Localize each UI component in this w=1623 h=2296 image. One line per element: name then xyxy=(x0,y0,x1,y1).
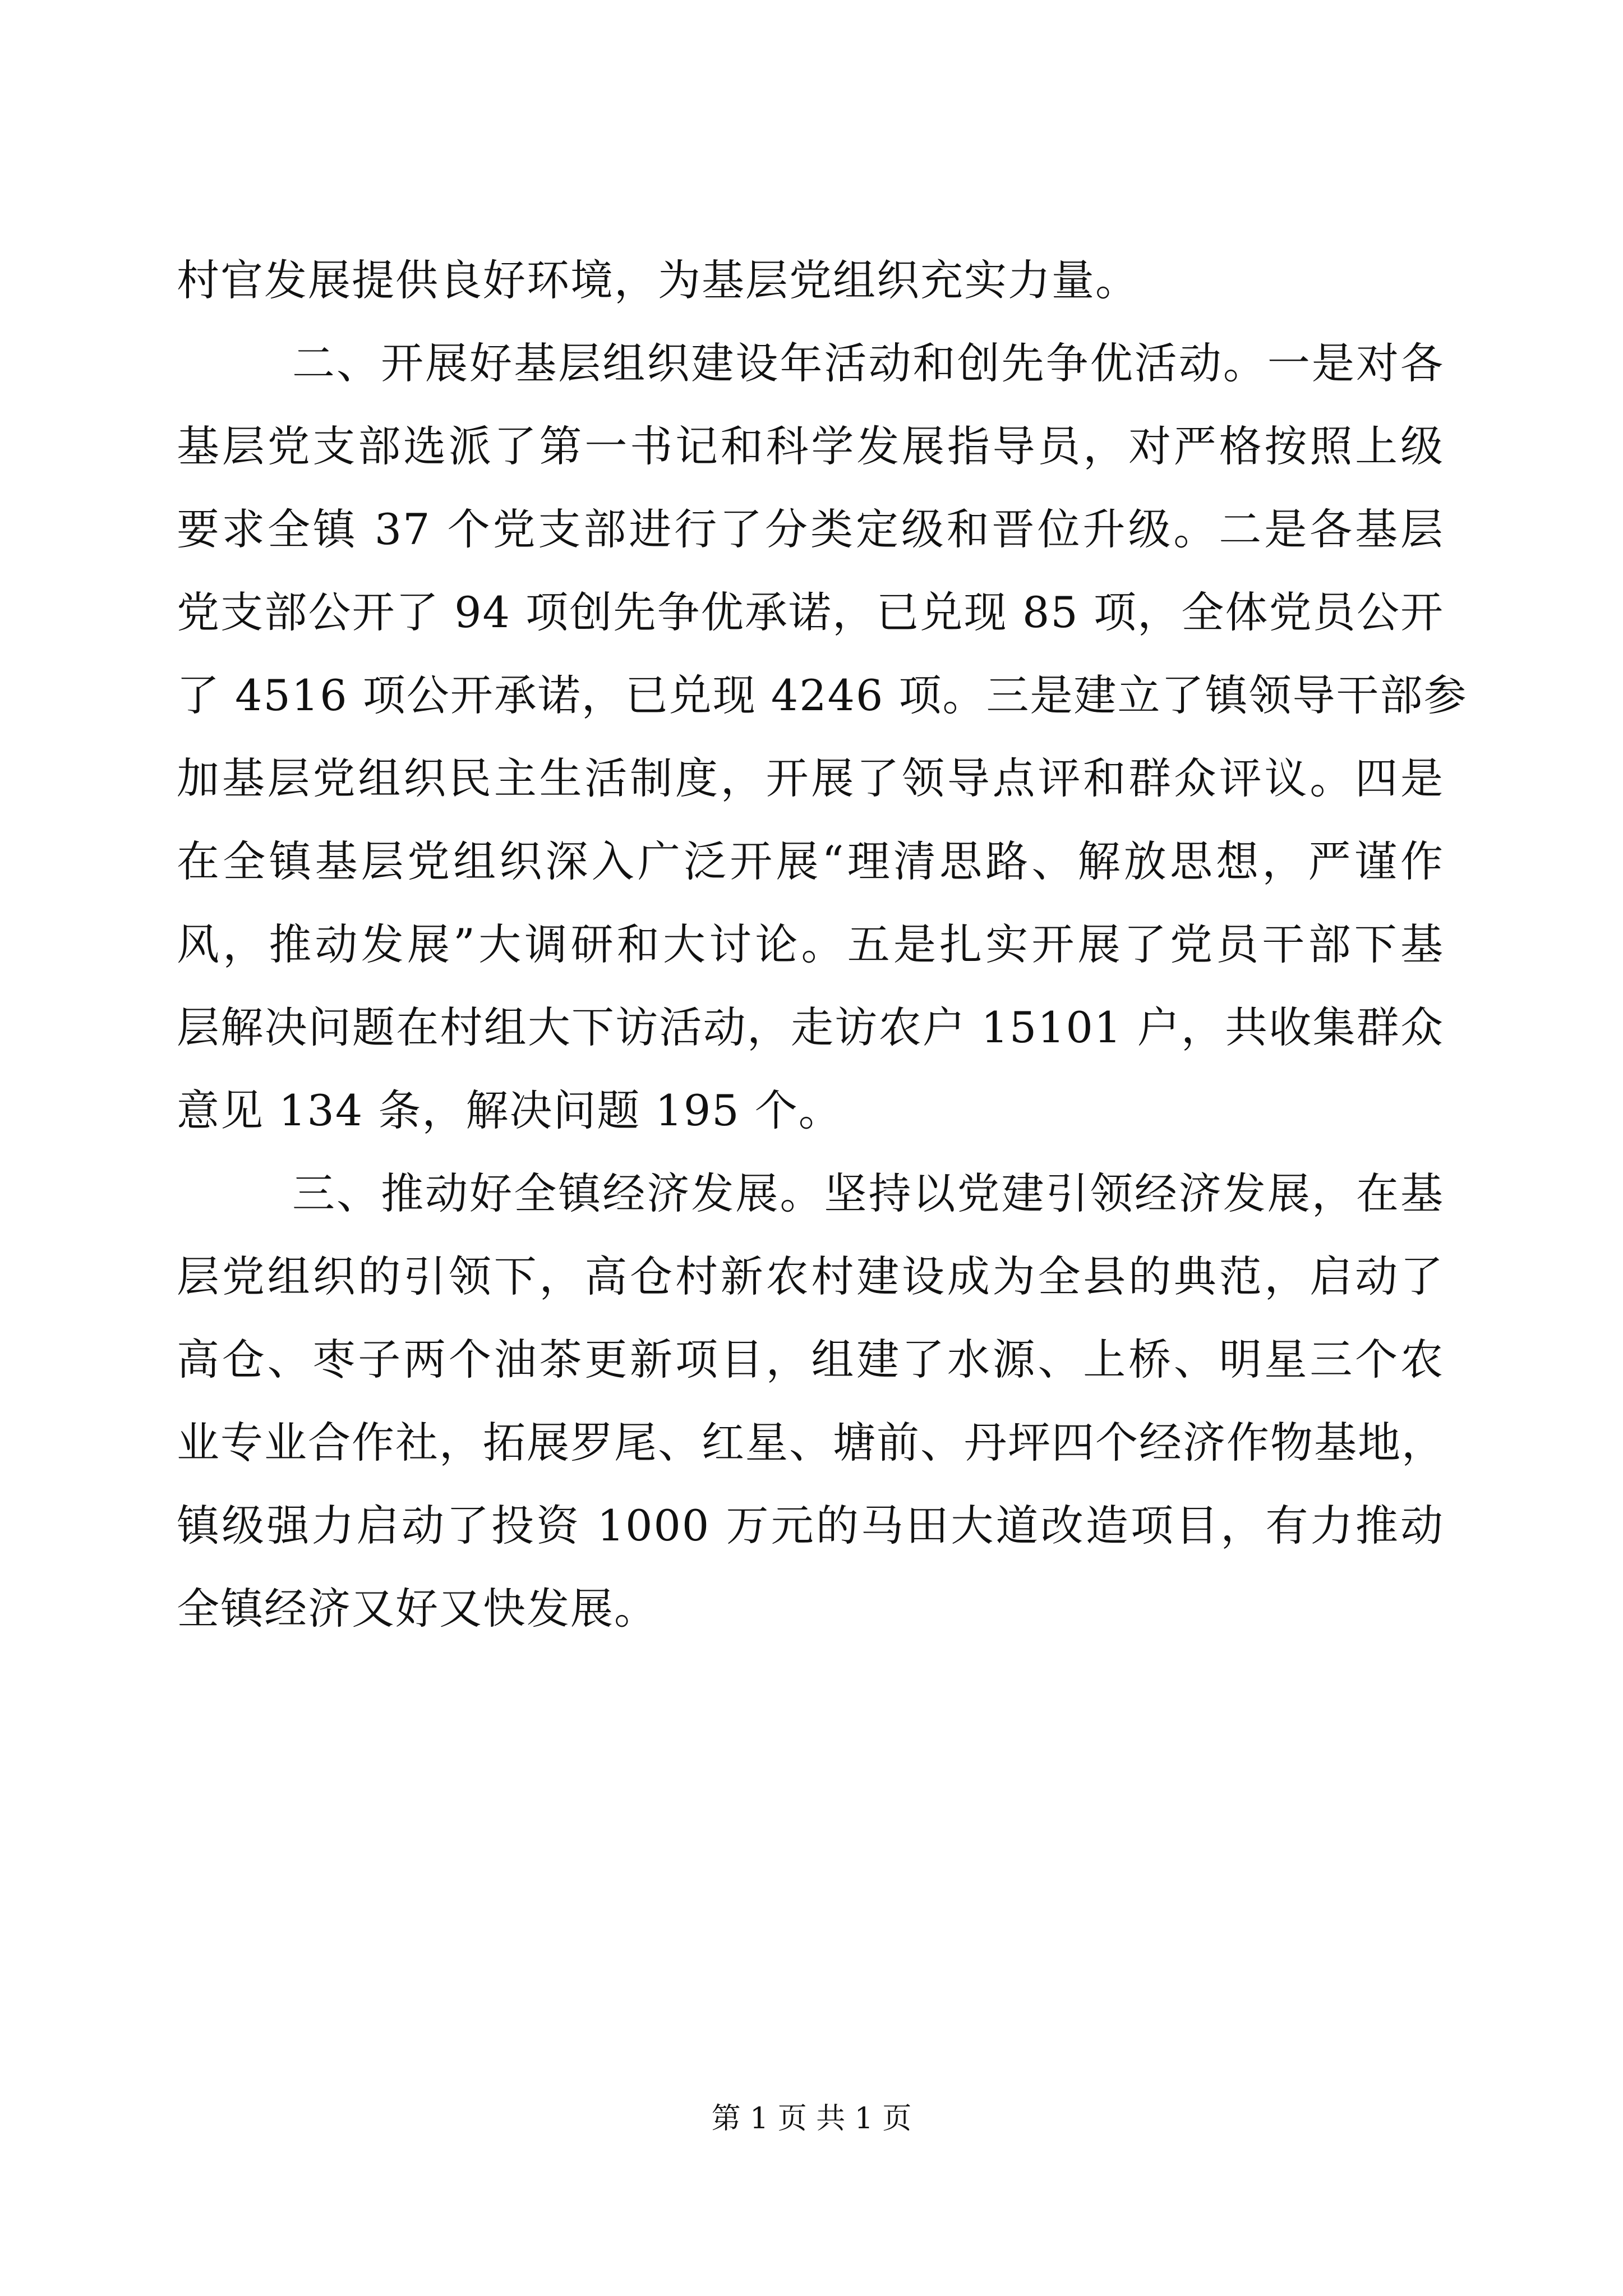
text-line: 基层党支部选派了第一书记和科学发展指导员，对严格按照上级 xyxy=(177,421,1444,471)
text-line: 加基层党组织民主生活制度，开展了领导点评和群众评议。四是 xyxy=(177,753,1444,803)
text-line: 高仓、枣子两个油茶更新项目，组建了水源、上桥、明星三个农 xyxy=(177,1335,1444,1384)
text-line: 业专业合作社，拓展罗尾、红星、塘前、丹坪四个经济作物基地， xyxy=(177,1418,1445,1467)
text-line: 三、推动好全镇经济发展。坚持以党建引领经济发展，在基 xyxy=(292,1168,1444,1218)
page-footer: 第 1 页 共 1 页 xyxy=(711,2102,912,2136)
text-line: 了 4516 项公开承诺，已兑现 4246 项。三是建立了镇领导干部参 xyxy=(177,670,1468,720)
text-line: 风，推动发展”大调研和大讨论。五是扎实开展了党员干部下基 xyxy=(177,919,1444,969)
text-line: 意见 134 条，解决问题 195 个。 xyxy=(177,1085,842,1135)
text-line: 党支部公开了 94 项创先争优承诺，已兑现 85 项，全体党员公开 xyxy=(177,587,1444,637)
document-body xyxy=(177,255,1468,1667)
text-line: 二、开展好基层组织建设年活动和创先争优活动。一是对各 xyxy=(292,338,1444,388)
text-line: 层解决问题在村组大下访活动，走访农户 15101 户，共收集群众 xyxy=(177,1002,1444,1052)
text-line: 镇级强力启动了投资 1000 万元的马田大道改造项目，有力推动 xyxy=(177,1501,1444,1550)
text-line: 在全镇基层党组织深入广泛开展“理清思路、解放思想，严谨作 xyxy=(177,836,1444,886)
text-line: 村官发展提供良好环境，为基层党组织充实力量。 xyxy=(177,255,1139,305)
text-line: 层党组织的引领下，高仓村新农村建设成为全县的典范，启动了 xyxy=(177,1251,1444,1301)
text-line: 全镇经济又好又快发展。 xyxy=(177,1584,658,1634)
text-line: 要求全镇 37 个党支部进行了分类定级和晋位升级。二是各基层 xyxy=(177,504,1444,554)
